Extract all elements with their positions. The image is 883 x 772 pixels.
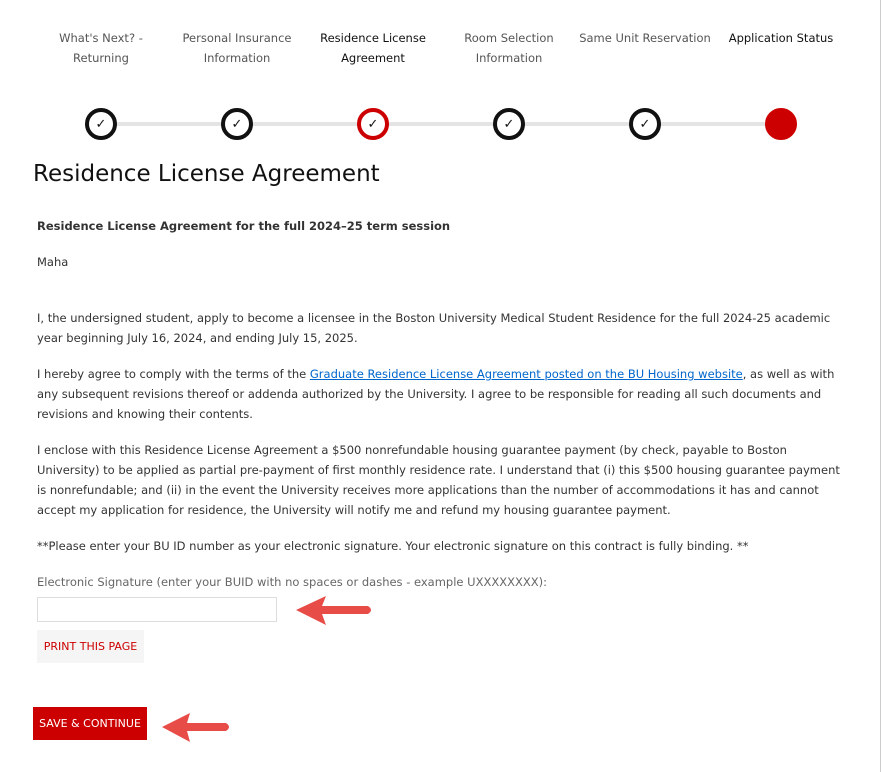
check-icon: ✓ — [357, 108, 389, 140]
signature-label: Electronic Signature (enter your BUID with no spaces or dashes - example UXXXXXXXX): — [37, 575, 547, 589]
check-icon: ✓ — [221, 108, 253, 140]
paragraph-signature-note: **Please enter your BU ID number as your electronic signature. Your electronic signature on this contract is fully binding. ** — [37, 539, 749, 553]
step-application-status[interactable] — [713, 28, 849, 72]
text: I hereby agree to comply with the terms of the — [37, 367, 310, 381]
step-label: Same Unit Reservation — [579, 31, 711, 45]
check-icon: ✓ — [85, 108, 117, 140]
step-label: What's Next? - Returning — [59, 31, 143, 65]
text: , as well as with any subsequent revisions thereof or addenda authorized by the University. I agree to be responsible for reading all such documents and revisions and knowing their contents. — [37, 367, 835, 421]
step-label: Residence License Agreement — [320, 31, 426, 65]
step-whats-next[interactable] — [33, 28, 169, 132]
step-residence-license[interactable] — [305, 28, 441, 132]
check-icon: ✓ — [493, 108, 525, 140]
progress-stepper — [0, 28, 883, 148]
print-button[interactable]: PRINT THIS PAGE — [37, 630, 144, 663]
step-same-unit[interactable] — [577, 28, 713, 132]
step-label: Application Status — [728, 31, 834, 45]
paragraph-payment: I enclose with this Residence License Agreement a $500 nonrefundable housing guarantee payment (by check, payable to Boston University) to be applied as partial pre-payment of first monthly residence rate. I understand that (i) this $500 housing guarantee payment is nonrefundable; and (ii) in the event the University receives more applications than the number of accommodations it has and cannot accept my application for residence, the University will notify me and refund my housing guarantee payment. — [37, 443, 840, 517]
page-title: Residence License Agreement — [33, 161, 380, 187]
step-label: Personal Insurance Information — [182, 31, 292, 65]
student-name: Maha — [37, 255, 69, 269]
step-label: Room Selection Information — [464, 31, 554, 65]
step-room-selection[interactable] — [441, 28, 577, 132]
signature-input[interactable] — [37, 597, 277, 622]
check-icon: ✓ — [629, 108, 661, 140]
license-agreement-link[interactable]: Graduate Residence License Agreement posted on the BU Housing website — [309, 367, 743, 381]
save-continue-button[interactable]: SAVE & CONTINUE — [33, 707, 147, 740]
stepper-track — [101, 122, 781, 126]
paragraph-apply: I, the undersigned student, apply to become a licensee in the Boston University Medical Student Residence for the full 2024-25 academic year beginning July 16, 2024, and ending July 15, 2025. — [37, 311, 831, 345]
paragraph-comply — [37, 364, 847, 424]
step-personal-insurance[interactable] — [169, 28, 305, 132]
arrow-left-icon — [292, 594, 376, 628]
agreement-subtitle: Residence License Agreement for the full 2024–25 term session — [37, 219, 451, 233]
current-dot-icon — [765, 108, 797, 140]
arrow-left-icon — [158, 710, 234, 744]
